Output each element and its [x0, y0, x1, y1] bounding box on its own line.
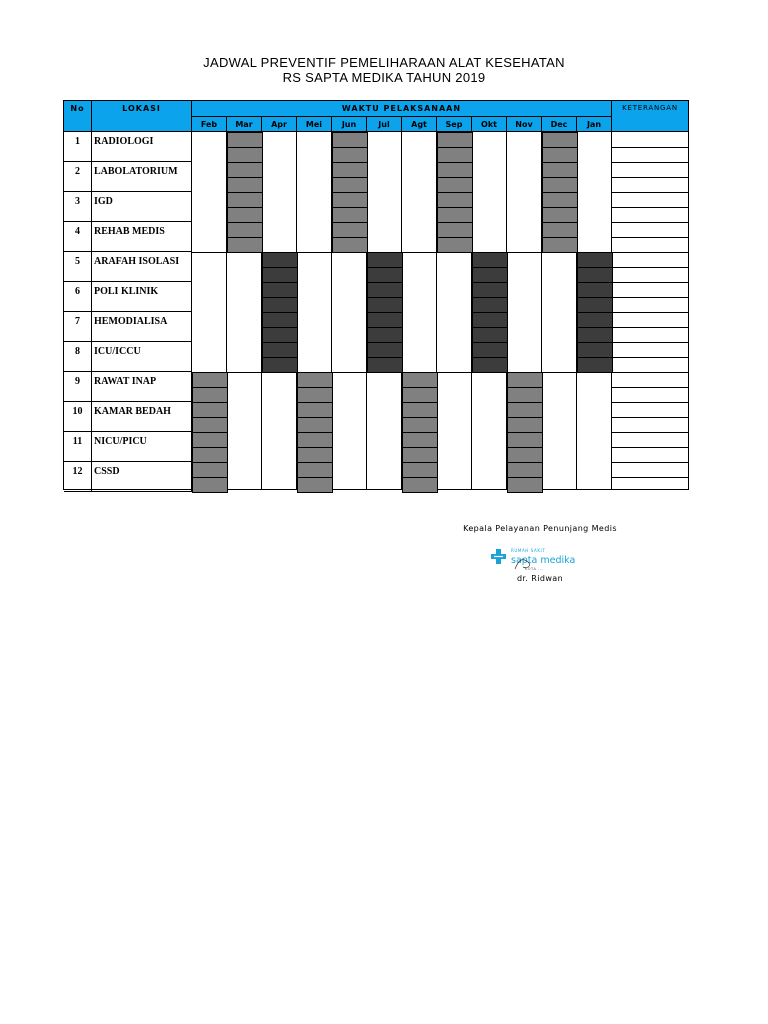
document-title: JADWAL PREVENTIF PEMELIHARAAN ALAT KESEHATAN — [203, 55, 565, 70]
row-location: REHAB MEDIS — [92, 222, 192, 252]
svg-text:KOTA ...: KOTA ... — [525, 567, 544, 571]
scheduled-slot — [542, 177, 578, 193]
month-header-jun: Jun — [332, 117, 367, 132]
scheduled-slot — [577, 342, 613, 358]
scheduled-slot — [437, 207, 473, 223]
header-waktu-pelaksanaan: WAKTU PELAKSANAAN — [192, 101, 612, 117]
scheduled-slot — [192, 447, 228, 463]
scheduled-slot — [332, 222, 368, 238]
row-number: 7 — [64, 312, 92, 342]
scheduled-slot — [507, 477, 543, 493]
scheduled-slot — [297, 447, 333, 463]
scheduled-slot — [297, 477, 333, 493]
month-header-nov: Nov — [507, 117, 542, 132]
scheduled-slot — [262, 252, 298, 268]
scheduled-slot — [577, 357, 613, 373]
month-header-mei: Mei — [297, 117, 332, 132]
scheduled-slot — [332, 177, 368, 193]
scheduled-slot — [577, 312, 613, 328]
header-lokasi: LOKASI — [92, 101, 192, 132]
scheduled-slot — [297, 462, 333, 478]
scheduled-slot — [192, 477, 228, 493]
header-no: No — [64, 101, 92, 132]
scheduled-slot — [542, 162, 578, 178]
scheduled-slot — [437, 192, 473, 208]
scheduled-slot — [577, 267, 613, 283]
scheduled-slot — [262, 357, 298, 373]
scheduled-slot — [227, 222, 263, 238]
scheduled-slot — [227, 192, 263, 208]
row-location: POLI KLINIK — [92, 282, 192, 312]
scheduled-slot — [192, 417, 228, 433]
scheduled-slot — [297, 402, 333, 418]
scheduled-slot — [402, 372, 438, 388]
scheduled-slot — [542, 207, 578, 223]
scheduled-slot — [542, 192, 578, 208]
row-location: ICU/ICCU — [92, 342, 192, 372]
month-header-mar: Mar — [227, 117, 262, 132]
scheduled-slot — [227, 147, 263, 163]
scheduled-slot — [367, 252, 403, 268]
scheduled-slot — [367, 342, 403, 358]
scheduled-slot — [262, 342, 298, 358]
scheduled-slot — [472, 252, 508, 268]
scheduled-slot — [192, 462, 228, 478]
scheduled-slot — [402, 417, 438, 433]
scheduled-slot — [542, 237, 578, 253]
scheduled-slot — [472, 297, 508, 313]
row-location: HEMODIALISA — [92, 312, 192, 342]
hospital-logo — [485, 543, 577, 573]
schedule-table — [63, 100, 689, 490]
row-location: KAMAR BEDAH — [92, 402, 192, 432]
scheduled-slot — [472, 312, 508, 328]
scheduled-slot — [262, 327, 298, 343]
scheduled-slot — [402, 387, 438, 403]
svg-text:RUMAH SAKIT: RUMAH SAKIT — [511, 548, 546, 553]
scheduled-slot — [507, 447, 543, 463]
scheduled-slot — [227, 237, 263, 253]
scheduled-slot — [367, 267, 403, 283]
row-number: 3 — [64, 192, 92, 222]
document-subtitle: RS SAPTA MEDIKA TAHUN 2019 — [282, 70, 486, 85]
scheduled-slot — [542, 222, 578, 238]
scheduled-slot — [297, 417, 333, 433]
scheduled-slot — [507, 372, 543, 388]
month-header-dec: Dec — [542, 117, 577, 132]
row-location: CSSD — [92, 462, 192, 492]
scheduled-slot — [402, 432, 438, 448]
scheduled-slot — [332, 207, 368, 223]
month-header-jan: Jan — [577, 117, 612, 132]
scheduled-slot — [332, 162, 368, 178]
scheduled-slot — [472, 282, 508, 298]
row-location: LABOLATORIUM — [92, 162, 192, 192]
scheduled-slot — [367, 297, 403, 313]
row-number: 12 — [64, 462, 92, 492]
row-number: 1 — [64, 132, 92, 162]
scheduled-slot — [577, 282, 613, 298]
scheduled-slot — [367, 312, 403, 328]
row-number: 2 — [64, 162, 92, 192]
scheduled-slot — [332, 192, 368, 208]
scheduled-slot — [262, 297, 298, 313]
scheduled-slot — [367, 357, 403, 373]
row-number: 6 — [64, 282, 92, 312]
scheduled-slot — [402, 402, 438, 418]
scheduled-slot — [472, 342, 508, 358]
row-number: 4 — [64, 222, 92, 252]
scheduled-slot — [262, 282, 298, 298]
scheduled-slot — [192, 402, 228, 418]
scheduled-slot — [192, 387, 228, 403]
month-header-apr: Apr — [262, 117, 297, 132]
scheduled-slot — [542, 147, 578, 163]
scheduled-slot — [227, 132, 263, 148]
row-number: 9 — [64, 372, 92, 402]
scheduled-slot — [437, 162, 473, 178]
scheduled-slot — [542, 132, 578, 148]
row-number: 8 — [64, 342, 92, 372]
scheduled-slot — [437, 147, 473, 163]
scheduled-slot — [507, 387, 543, 403]
scheduled-slot — [297, 387, 333, 403]
row-location: NICU/PICU — [92, 432, 192, 462]
scheduled-slot — [367, 282, 403, 298]
scheduled-slot — [577, 327, 613, 343]
scheduled-slot — [402, 477, 438, 493]
scheduled-slot — [437, 132, 473, 148]
scheduled-slot — [332, 132, 368, 148]
scheduled-slot — [437, 222, 473, 238]
svg-text:sapta medika: sapta medika — [511, 555, 576, 566]
scheduled-slot — [437, 177, 473, 193]
scheduled-slot — [332, 147, 368, 163]
scheduled-slot — [297, 372, 333, 388]
scheduled-slot — [227, 162, 263, 178]
scheduled-slot — [402, 462, 438, 478]
row-number: 11 — [64, 432, 92, 462]
row-location: IGD — [92, 192, 192, 222]
scheduled-slot — [507, 417, 543, 433]
scheduled-slot — [507, 402, 543, 418]
month-header-okt: Okt — [472, 117, 507, 132]
month-header-jul: Jul — [367, 117, 402, 132]
row-location: RADIOLOGI — [92, 132, 192, 162]
scheduled-slot — [227, 207, 263, 223]
scheduled-slot — [192, 432, 228, 448]
row-number: 5 — [64, 252, 92, 282]
scheduled-slot — [262, 267, 298, 283]
scheduled-slot — [507, 462, 543, 478]
month-header-sep: Sep — [437, 117, 472, 132]
scheduled-slot — [577, 252, 613, 268]
scheduled-slot — [577, 297, 613, 313]
row-location: ARAFAH ISOLASI — [92, 252, 192, 282]
scheduled-slot — [192, 372, 228, 388]
header-keterangan: KETERANGAN — [612, 101, 688, 132]
keterangan-column — [612, 132, 688, 490]
scheduled-slot — [367, 327, 403, 343]
scheduled-slot — [227, 177, 263, 193]
scheduled-slot — [507, 432, 543, 448]
month-header-agt: Agt — [402, 117, 437, 132]
scheduled-slot — [402, 447, 438, 463]
scheduled-slot — [437, 237, 473, 253]
signatory-name: dr. Ridwan — [516, 574, 564, 583]
scheduled-slot — [297, 432, 333, 448]
scheduled-slot — [332, 237, 368, 253]
month-header-feb: Feb — [192, 117, 227, 132]
scheduled-slot — [472, 267, 508, 283]
row-location: RAWAT INAP — [92, 372, 192, 402]
signature-title: Kepala Pelayanan Penunjang Medis — [463, 524, 617, 533]
row-number: 10 — [64, 402, 92, 432]
scheduled-slot — [262, 312, 298, 328]
scheduled-slot — [472, 327, 508, 343]
scheduled-slot — [472, 357, 508, 373]
